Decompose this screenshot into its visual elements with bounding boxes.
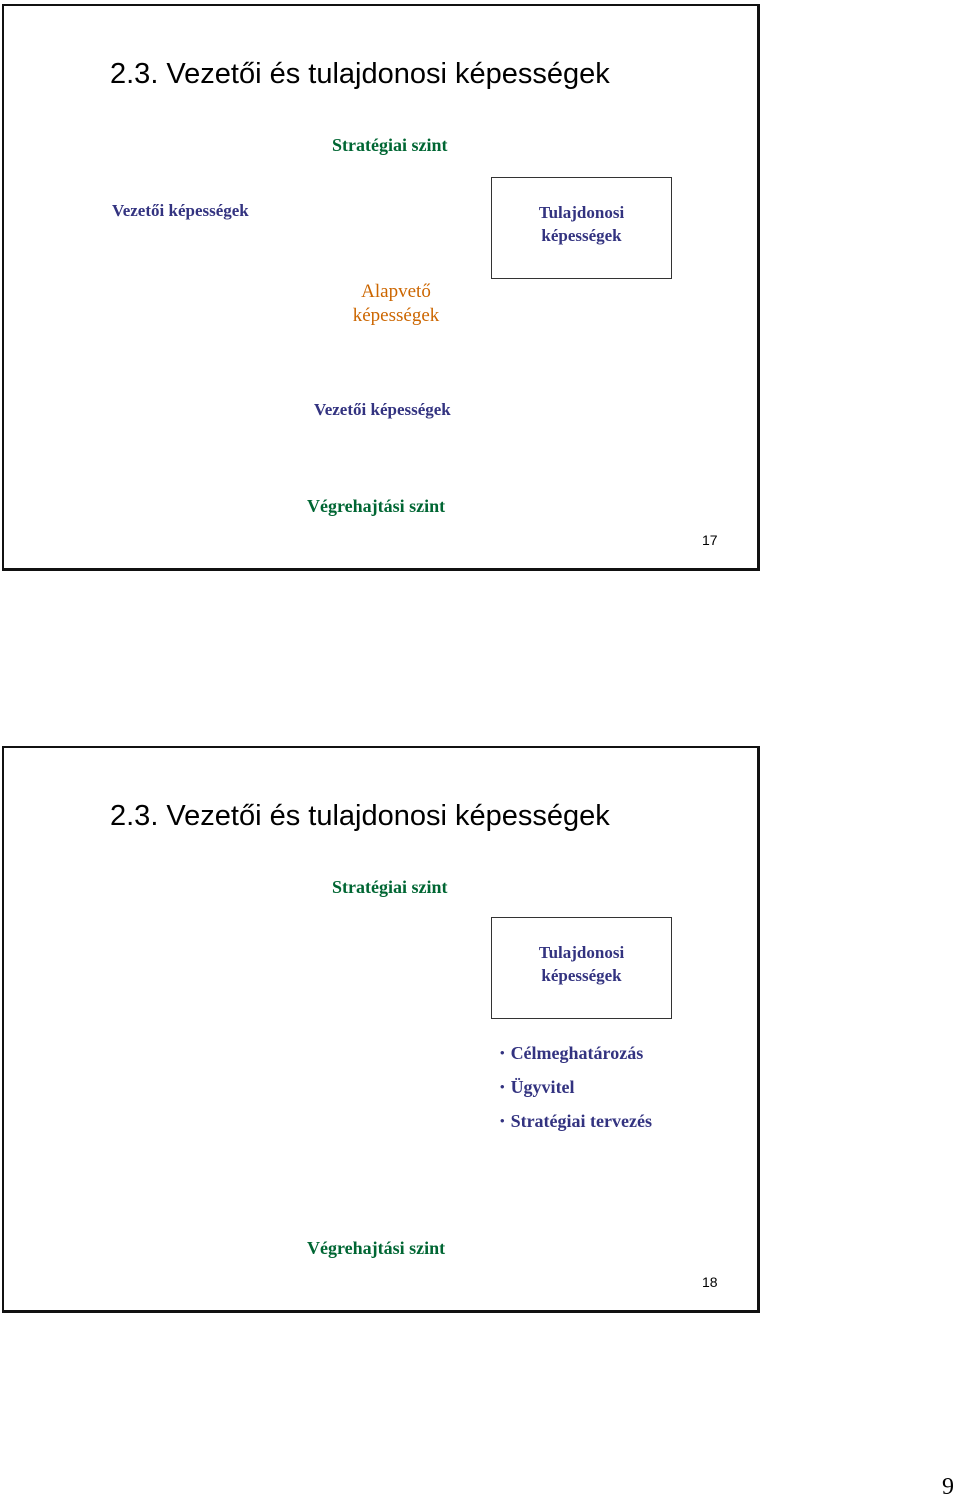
execution-level-label: Végrehajtási szint <box>307 1238 446 1258</box>
slide-17 <box>2 4 760 571</box>
strategic-level-label: Stratégiai szint <box>332 877 448 897</box>
owner-skills-list <box>500 1036 652 1138</box>
owner-skills-line-2: képességek <box>541 966 622 985</box>
owner-skills-box <box>491 917 672 1019</box>
owner-skills-box <box>491 177 672 279</box>
leader-skills-label: Vezetői képességek <box>112 201 249 220</box>
bullet-icon: • <box>500 1113 505 1128</box>
list-item <box>500 1036 652 1070</box>
slide-page-number: 17 <box>702 532 718 548</box>
basic-skills-line-1: Alapvető <box>361 281 431 302</box>
list-item-text: Ügyvitel <box>510 1077 575 1097</box>
execution-level-label: Végrehajtási szint <box>307 496 446 516</box>
list-item <box>500 1104 652 1138</box>
owner-skills-box-text <box>492 941 671 987</box>
strategic-level-label: Stratégiai szint <box>332 135 448 155</box>
owner-skills-box-text <box>492 201 671 247</box>
basic-skills-label <box>334 280 458 328</box>
slide-title: 2.3. Vezetői és tulajdonosi képességek <box>110 58 610 90</box>
bullet-icon: • <box>500 1045 505 1060</box>
slide-18 <box>2 746 760 1313</box>
list-item <box>500 1070 652 1104</box>
basic-skills-line-2: képességek <box>352 305 440 326</box>
bullet-icon: • <box>500 1079 505 1094</box>
document-page-number: 9 <box>942 1474 954 1500</box>
leader-skills-label-bottom: Vezetői képességek <box>314 400 451 419</box>
list-item-text: Stratégiai tervezés <box>510 1111 652 1131</box>
slide-title: 2.3. Vezetői és tulajdonosi képességek <box>110 800 610 832</box>
owner-skills-line-2: képességek <box>541 226 622 245</box>
owner-skills-line-1: Tulajdonosi <box>538 203 625 222</box>
slide-page-number: 18 <box>702 1274 718 1290</box>
list-item-text: Célmeghatározás <box>510 1043 644 1063</box>
owner-skills-line-1: Tulajdonosi <box>538 943 625 962</box>
